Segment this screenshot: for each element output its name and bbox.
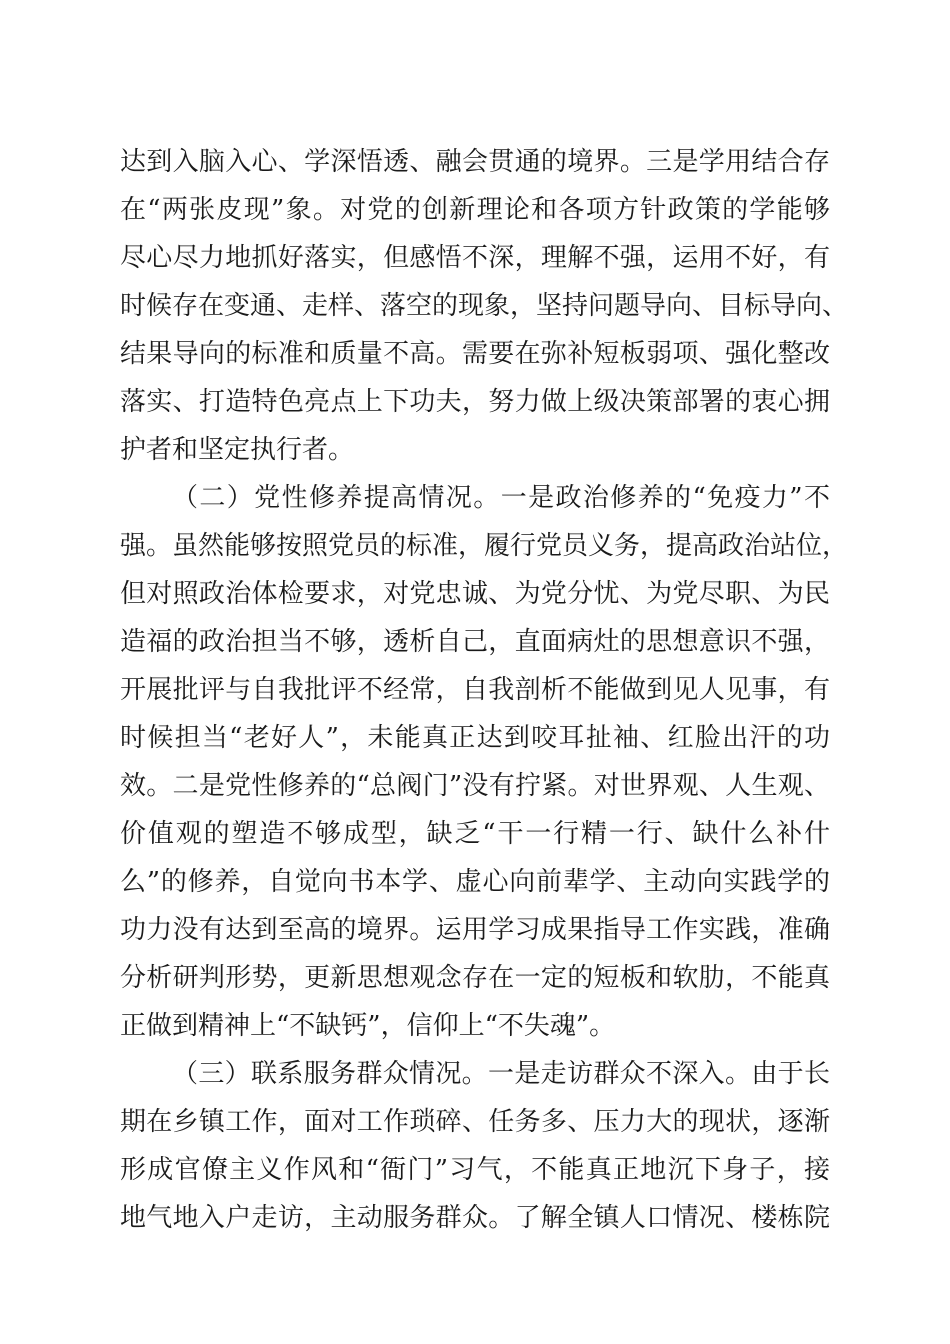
text-line: 形成官僚主义作风和“衙门”习气，不能真正地沉下身子，接 xyxy=(120,1155,830,1185)
text-line: 结果导向的标准和质量不高。需要在弥补短板弱项、强化整改 xyxy=(120,339,830,369)
text-line: 护者和坚定执行者。 xyxy=(120,435,355,465)
text-line: 价值观的塑造不够成型，缺乏“干一行精一行、缺什么补什 xyxy=(120,819,830,849)
section-heading-line: （二）党性修养提高情况。一是政治修养的“免疫力”不 xyxy=(172,483,830,513)
text-line: 在“两张皮现”象。对党的创新理论和各项方针政策的学能够 xyxy=(120,195,830,225)
text-line: 功力没有达到至高的境界。运用学习成果指导工作实践，准确 xyxy=(120,915,830,945)
text-line: 么”的修养，自觉向书本学、虚心向前辈学、主动向实践学的 xyxy=(120,867,830,897)
text-line: 但对照政治体检要求，对党忠诚、为党分忧、为党尽职、为民 xyxy=(120,579,830,609)
text-line: 强。虽然能够按照党员的标准，履行党员义务，提高政治站位， xyxy=(120,531,849,561)
text-line: 地气地入户走访，主动服务群众。了解全镇人口情况、楼栋院 xyxy=(120,1203,830,1233)
text-line: 正做到精神上“不缺钙”，信仰上“不失魂”。 xyxy=(120,1011,616,1041)
text-line: 尽心尽力地抓好落实，但感悟不深，理解不强，运用不好，有 xyxy=(120,243,830,273)
text-line: 开展批评与自我批评不经常，自我剖析不能做到见人见事，有 xyxy=(120,675,830,705)
text-line: 期在乡镇工作，面对工作琐碎、任务多、压力大的现状，逐渐 xyxy=(120,1107,830,1137)
section-heading-line: （三）联系服务群众情况。一是走访群众不深入。由于长 xyxy=(172,1059,830,1089)
text-line: 时候存在变通、走样、落空的现象，坚持问题导向、目标导向、 xyxy=(120,291,849,321)
text-line: 效。二是党性修养的“总阀门”没有拧紧。对世界观、人生观、 xyxy=(120,771,830,801)
text-line: 落实、打造特色亮点上下功夫，努力做上级决策部署的衷心拥 xyxy=(120,387,830,417)
text-line: 达到入脑入心、学深悟透、融会贯通的境界。三是学用结合存 xyxy=(120,147,830,177)
text-line: 时候担当“老好人”，未能真正达到咬耳扯袖、红脸出汗的功 xyxy=(120,723,830,753)
text-line: 造福的政治担当不够，透析自己，直面病灶的思想意识不强， xyxy=(120,627,830,657)
text-line: 分析研判形势，更新思想观念存在一定的短板和软肋，不能真 xyxy=(120,963,830,993)
